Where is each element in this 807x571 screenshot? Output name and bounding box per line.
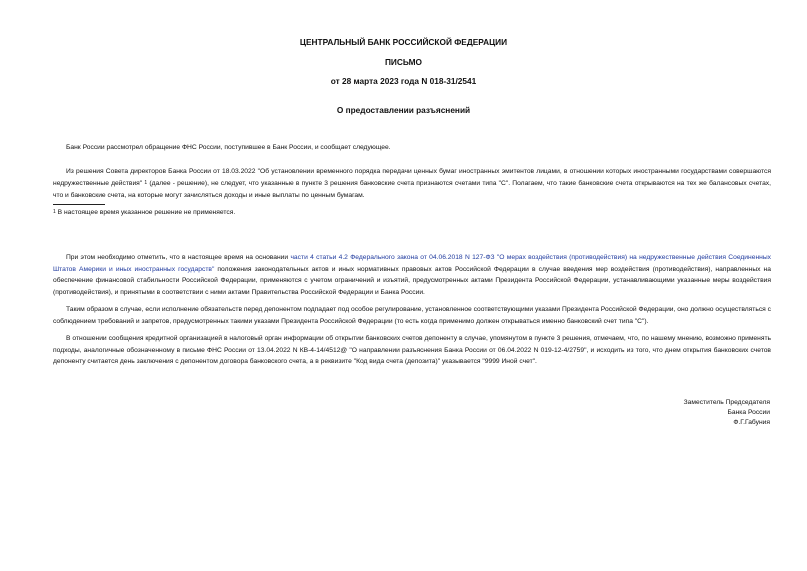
doc-type: ПИСЬМО (384, 57, 423, 67)
paragraph-2-text-a: Из решения Совета директоров Банка России от 18.03.2022 "Об установлении временного порядка передачи ценных бумаг иностранных эмитентов лицами, в отношении которых иностранными государствами совершаются недружественные действия" (53, 168, 771, 187)
signature-name: Ф.Г.Габуния (733, 419, 770, 427)
footnote (53, 209, 235, 216)
footnote-divider (53, 204, 105, 205)
signature-block (684, 398, 770, 429)
paragraph-3-text-a: При этом необходимо отметить, что в настоящее время на основании (66, 254, 291, 261)
paragraph-2-text-b: (далее - решение), не следует, что указанные в пункте 3 решения банковские счета признаются счетами типа "С". Полагаем, что такие банковские счета открываются на тех же балансовых счетах, что и банковские счета, на которые могут зачисляться доходы и иные выплаты по ценным бумагам. (53, 179, 771, 200)
footnote-mark: 1 (53, 209, 56, 215)
paragraph-4 (53, 304, 771, 327)
footnote-text: В настоящее время указанное решение не применяется. (55, 209, 236, 216)
doc-date-number: от 28 марта 2023 года N 018-31/2541 (330, 76, 477, 86)
paragraph-1-text: Банк России рассмотрел обращение ФНС России, поступившее в Банк России, и сообщает следующее. (66, 144, 391, 151)
signature-org: Банка России (727, 409, 770, 417)
footnote-ref[interactable]: 1 (144, 179, 148, 186)
law-link[interactable]: части 4 статьи 4.2 Федерального закона от 04.06.2018 N 127-ФЗ "О мерах воздействия (противодействия) на недружественные действия Соединенных Штатов Америки и иных иностранных государств" (53, 254, 771, 273)
org-title: ЦЕНТРАЛЬНЫЙ БАНК РОССИЙСКОЙ ФЕДЕРАЦИИ (299, 37, 508, 47)
paragraph-5 (53, 333, 771, 368)
paragraph-2 (53, 166, 771, 202)
paragraph-1 (53, 142, 771, 154)
paragraph-3 (53, 252, 771, 298)
paragraph-3-text-b: положения законодательных актов и иных нормативных правовых актов Российской Федерации в случае введения мер воздействия (противодействия), направленных на обеспечение финансовой стабильности Российской Федерации, применяются с учетом ограничений и изъятий, предусмотренных актами Президента Российской Федерации, устанавливающими указанные меры воздействия (противодействия), и принятыми в соответствии с ними актами Правительства Российской Федерации и Банка России. (53, 265, 771, 296)
paragraph-4-text: Таким образом в случае, если исполнение обязательств перед депонентом подпадает под особое регулирование, установленное соответствующими указами Президента Российской Федерации, оно должно осуществляться с соблюдением требований и запретов, предусмотренных такими указами Президента Российской Федерации (то есть когда применимо должен открываться именно банковский счет типа "С"). (53, 306, 771, 325)
paragraph-5-text: В отношении сообщения кредитной организацией в налоговый орган информации об открытии банковских счетов депоненту в случае, упомянутом в пункте 3 решения, отмечаем, что, по нашему мнению, возможно применять подходы, аналогичные обозначенному в письме ФНС России от 13.04.2022 N КВ-4-14/4512@ "О направлении разъяснения Банка России от 06.04.2022 N 019-12-4/2759", и исходить из того, что днем открытия банковских счетов депоненту считается день заключения с депонентом договора банковского счета, а в реквизите "Код вида счета (депозита)" указывается "9999 Иной счет". (53, 335, 771, 366)
doc-subject: О предоставлении разъяснений (336, 105, 471, 115)
signature-position: Заместитель Председателя (683, 399, 770, 406)
